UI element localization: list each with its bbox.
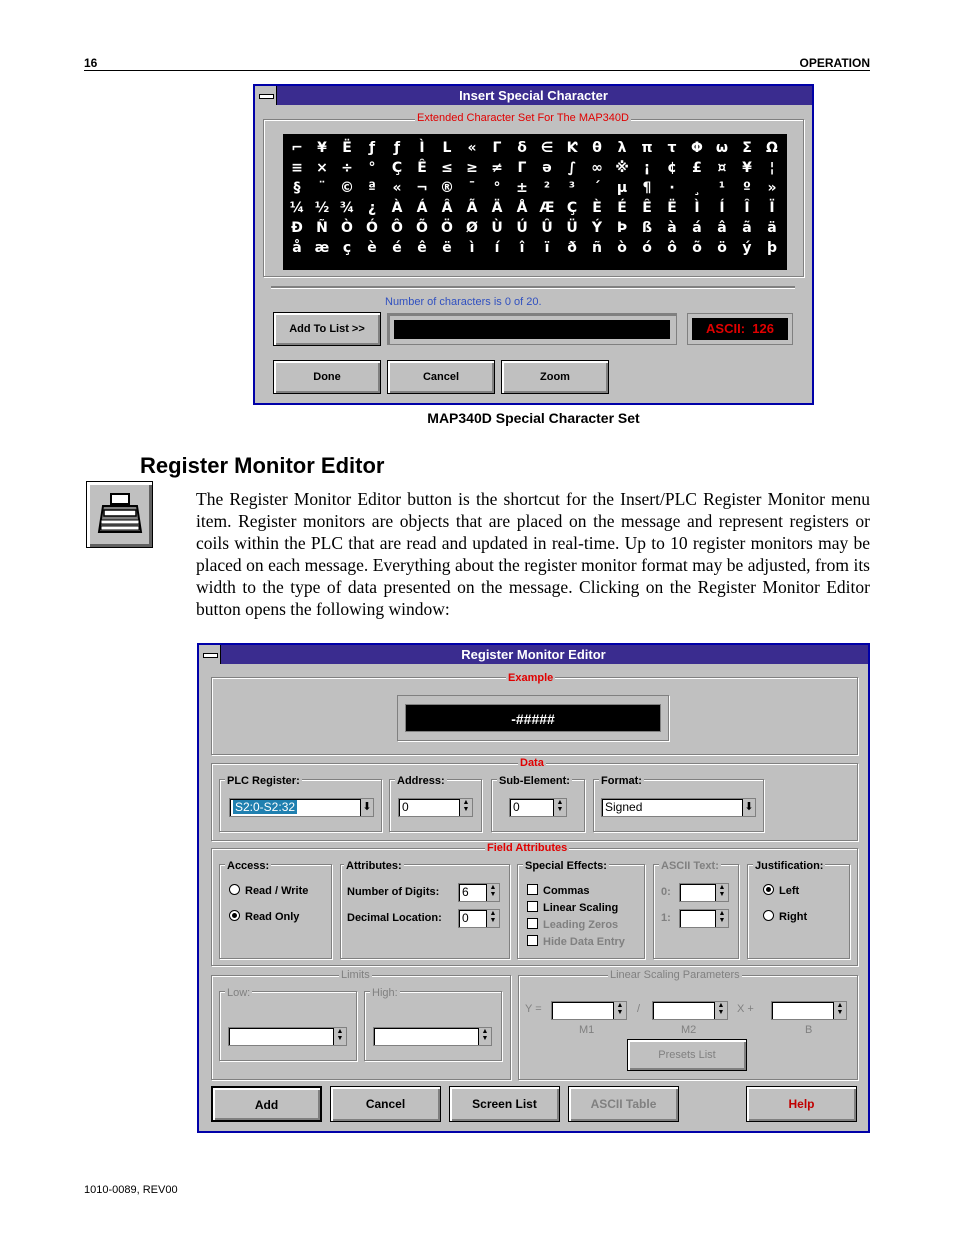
char-cell[interactable]: ì [469,240,475,256]
char-cell[interactable]: ¡ [643,160,651,176]
dialog-title-bar [255,86,812,105]
char-cell[interactable]: Ë [667,200,677,216]
char-cell[interactable]: ó [642,240,652,256]
char-cell[interactable]: Ê [417,160,427,176]
plc-register-value: S2:0-S2:32 [235,800,296,814]
char-cell[interactable]: ¨ [318,180,326,196]
char-cell[interactable]: ≡ [291,160,303,176]
char-cell[interactable]: λ [617,140,627,156]
dialog-title: Insert Special Character [459,88,608,103]
char-cell[interactable]: Ö [441,220,453,236]
ascii-label: ASCII: [706,321,746,336]
section-header: OPERATION [799,56,870,70]
spinner-icon[interactable]: ▲ ▼ [333,1028,346,1045]
char-cell[interactable]: ※ [615,160,629,176]
char-cell[interactable]: Ú [516,220,528,236]
char-cell[interactable]: ² [543,180,551,196]
char-cell[interactable]: ≠ [491,160,503,176]
char-cell[interactable]: ω [715,140,729,156]
char-cell[interactable]: ¿ [367,200,377,216]
linear-scaling-checkbox[interactable]: Linear Scaling [527,901,618,914]
char-cell[interactable]: ¦ [769,160,775,176]
char-count-text: Number of characters is 0 of 20. [385,296,542,308]
example-frame [397,695,669,741]
char-cell[interactable]: Ý [591,220,603,236]
char-cell[interactable]: § [293,180,301,196]
char-cell[interactable]: Ω [766,140,778,156]
char-cell[interactable]: L [442,140,452,156]
char-cell[interactable]: © [340,180,354,196]
char-cell[interactable]: Ü [566,220,578,236]
num-digits-label: Number of Digits: [347,886,440,898]
char-cell[interactable]: ⌐ [291,140,303,156]
char-cell[interactable]: Û [541,220,553,236]
sub-element-label: Sub-Element: [499,775,570,787]
char-cell[interactable]: ¼ [289,200,305,216]
char-cell[interactable]: ê [417,240,427,256]
char-cell[interactable]: þ [766,240,778,256]
char-cell[interactable]: Σ [742,140,752,156]
limits-label: Limits [341,969,370,981]
insert-special-character-dialog [253,84,814,405]
spinner-icon[interactable]: ▲ ▼ [486,884,499,901]
char-cell[interactable]: õ [692,240,702,256]
char-cell[interactable]: Õ [416,220,428,236]
char-cell[interactable]: ∈ [540,140,554,156]
char-cell[interactable]: ´ [593,180,601,196]
read-only-radio[interactable]: Read Only [229,910,299,923]
char-cell[interactable]: é [392,240,402,256]
right-radio[interactable]: Right [763,910,807,923]
char-cell[interactable]: î [519,240,525,256]
decimal-location-value: 0 [462,911,469,925]
separator [271,286,795,289]
add-button[interactable]: Add [211,1086,322,1122]
char-cell[interactable]: Ð [291,220,303,236]
dropdown-arrow-icon[interactable]: ⬇ [360,799,373,816]
char-cell[interactable]: ƒ [368,140,376,156]
char-cell[interactable]: Γ [492,140,502,156]
char-cell[interactable]: θ [592,140,602,156]
char-cell[interactable]: ð [567,240,577,256]
num-digits-value: 6 [462,885,469,899]
char-cell[interactable]: ® [440,180,454,196]
b-label: B [805,1024,813,1036]
high-input[interactable] [373,1027,492,1046]
char-cell[interactable]: ë [442,240,452,256]
char-cell[interactable]: Ì [694,200,700,216]
decimal-location-input[interactable] [458,909,500,928]
char-cell[interactable]: º [743,180,751,196]
char-cell[interactable]: ə [542,160,552,176]
char-cell[interactable]: ƒ [393,140,401,156]
dialog-title: Register Monitor Editor [461,647,606,662]
char-cell[interactable]: Î [744,200,750,216]
char-cell[interactable]: Ò [341,220,353,236]
decimal-location-label: Decimal Location: [347,912,442,924]
ascii-1-label: 1: [661,912,671,924]
char-cell[interactable]: » [767,180,777,196]
char-cell[interactable]: Ï [769,200,775,216]
char-cell[interactable]: ≥ [466,160,478,176]
num-digits-input[interactable] [458,883,500,902]
ascii-text-label: ASCII Text: [661,860,719,872]
char-cell[interactable]: Ñ [316,220,328,236]
field-attributes-label: Field Attributes [487,842,568,854]
spinner-icon[interactable]: ▲ ▼ [459,799,472,816]
sub-element-input[interactable] [509,798,567,817]
access-label: Access: [227,860,270,872]
body-paragraph: The Register Monitor Editor button is the shortcut for the Insert/PLC Register Monitor menu item. Register monitors are objects that are placed on the message and represent registers or coils within the PLC that are read and updated in real-time. Up to 10 register monitors may be placed on each message. Everything about the register monitor format may be adjusted, from its width to the type of data presented on the message. Clicking on the Register Monitor Editor button opens the following window: [196,489,870,619]
char-cell[interactable]: δ [517,140,527,156]
char-cell[interactable]: Á [416,200,428,216]
char-cell[interactable]: ° [493,180,501,196]
low-group [219,991,357,1061]
presets-list-button[interactable]: Presets List [627,1039,747,1071]
char-cell[interactable]: â [717,220,727,236]
char-cell[interactable]: Ç [391,160,403,176]
char-cell[interactable]: Ƙ [566,140,578,156]
char-cell[interactable]: È [592,200,602,216]
format-label: Format: [601,775,642,787]
zoom-button[interactable]: Zoom [501,360,609,394]
section-title: Register Monitor Editor [140,453,385,478]
char-cell[interactable]: Ç [566,200,578,216]
register-monitor-editor-dialog [197,643,870,1133]
dialog-title-bar [199,645,868,664]
ascii-display [692,318,788,340]
character-list-frame [387,313,677,345]
char-cell[interactable]: ß [641,220,653,236]
data-label: Data [520,757,544,769]
char-cell[interactable]: µ [616,180,628,196]
char-cell[interactable]: ¹ [718,180,726,196]
char-cell[interactable]: ∫ [567,160,577,176]
char-cell[interactable]: å [292,240,302,256]
char-cell[interactable]: ³ [568,180,576,196]
left-radio[interactable]: Left [763,884,799,897]
header-rule [84,70,870,71]
char-cell[interactable]: Ë [342,140,352,156]
char-cell[interactable]: Ø [466,220,478,236]
char-cell[interactable]: « [467,140,477,156]
system-menu-icon[interactable] [199,645,221,664]
char-cell[interactable]: ÷ [341,160,353,176]
char-cell[interactable]: Þ [616,220,628,236]
char-cell[interactable]: ¢ [667,160,677,176]
ascii-table-button[interactable]: ASCII Table [568,1086,679,1122]
char-cell[interactable]: Í [719,200,725,216]
spinner-icon[interactable]: ▲ ▼ [833,1002,846,1019]
char-cell[interactable]: ≤ [441,160,453,176]
char-cell[interactable]: ç [342,240,352,256]
char-cell[interactable]: ¤ [717,160,727,176]
divide-label: / [637,1003,641,1015]
char-cell[interactable]: ò [617,240,627,256]
spinner-icon[interactable]: ▲ ▼ [553,799,566,816]
char-cell[interactable]: Ã [466,200,478,216]
char-cell[interactable]: « [392,180,402,196]
attributes-label: Attributes: [346,860,402,872]
example-label: Example [508,672,554,684]
special-effects-label: Special Effects: [525,860,607,872]
char-cell[interactable]: ô [667,240,677,256]
char-cell[interactable]: Â [441,200,453,216]
char-cell[interactable]: Æ [539,200,555,216]
spinner-icon[interactable]: ▲ ▼ [715,884,728,901]
screen-list-button[interactable]: Screen List [449,1086,560,1122]
ascii-display-frame [687,313,793,345]
y-equals-label: Y = [525,1003,542,1015]
cancel-button[interactable]: Cancel [330,1086,441,1122]
char-cell[interactable]: × [316,160,328,176]
char-cell[interactable]: ä [767,220,777,236]
char-cell[interactable]: £ [692,160,702,176]
add-to-list-button[interactable]: Add To List >> [273,312,381,346]
example-display: -##### [405,704,661,732]
done-button[interactable]: Done [273,360,381,394]
spinner-icon[interactable]: ▲ ▼ [486,910,499,927]
ascii-0-label: 0: [661,886,671,898]
m2-label: M2 [681,1024,697,1036]
char-cell[interactable]: ¯ [468,180,476,196]
sub-element-value: 0 [513,800,520,814]
char-cell[interactable]: Ó [366,220,378,236]
char-cell[interactable]: τ [667,140,677,156]
m1-label: M1 [579,1024,595,1036]
help-button[interactable]: Help [746,1086,857,1122]
char-cell[interactable]: Ù [491,220,503,236]
char-cell[interactable]: à [667,220,677,236]
format-select[interactable] [601,798,756,817]
dropdown-arrow-icon[interactable]: ⬇ [742,799,755,816]
figure-caption: MAP340D Special Character Set [427,410,640,426]
spinner-icon[interactable]: ▲ ▼ [613,1002,626,1019]
char-cell[interactable]: É [617,200,627,216]
char-cell[interactable]: ¾ [339,200,355,216]
register-monitor-editor-button-icon [86,481,153,548]
ascii-0-input[interactable] [679,883,729,902]
address-input[interactable] [398,798,473,817]
char-cell[interactable]: ª [368,180,376,196]
cancel-button[interactable]: Cancel [387,360,495,394]
char-cell[interactable]: Å [516,200,528,216]
char-cell[interactable]: ° [368,160,376,176]
plc-register-label: PLC Register: [227,775,300,787]
char-cell[interactable]: ý [742,240,752,256]
read-write-radio[interactable]: Read / Write [229,884,308,897]
plc-register-select[interactable] [229,798,374,817]
char-cell[interactable]: ï [544,240,550,256]
commas-checkbox[interactable]: Commas [527,884,589,897]
ascii-value: 126 [752,321,774,336]
char-cell[interactable]: Ì [419,140,425,156]
high-label: High: [372,987,398,999]
char-cell[interactable]: ¥ [317,140,327,156]
m1-input[interactable] [551,1001,627,1020]
leading-zeros-checkbox[interactable]: Leading Zeros [527,918,618,931]
character-grid[interactable] [283,134,787,270]
document-number: 1010-0089, REV00 [84,1184,178,1196]
m2-input[interactable] [652,1001,728,1020]
char-cell[interactable]: Ô [391,220,403,236]
justification-label: Justification: [755,860,824,872]
char-cell[interactable]: Γ [517,160,527,176]
char-cell[interactable]: · [669,180,675,196]
char-cell[interactable]: ¥ [742,160,752,176]
char-cell[interactable]: Ä [491,200,503,216]
char-cell[interactable]: æ [314,240,330,256]
char-cell[interactable]: ¸ [693,180,701,196]
x-plus-label: X + [737,1003,754,1015]
char-cell[interactable]: ö [717,240,727,256]
char-cell[interactable]: ã [742,220,752,236]
char-cell[interactable]: á [692,220,702,236]
hide-data-entry-checkbox[interactable]: Hide Data Entry [527,935,625,948]
spinner-icon[interactable]: ▲ ▼ [478,1028,491,1045]
system-menu-icon[interactable] [255,86,277,105]
character-list-field[interactable] [394,320,670,339]
page-number: 16 [84,56,98,70]
spinner-icon[interactable]: ▲ ▼ [715,910,728,927]
char-cell[interactable]: ñ [592,240,602,256]
address-label: Address: [397,775,445,787]
address-value: 0 [402,800,409,814]
char-cell[interactable]: ¶ [642,180,652,196]
b-input[interactable] [771,1001,847,1020]
spinner-icon[interactable]: ▲ ▼ [714,1002,727,1019]
char-cell[interactable]: Φ [691,140,703,156]
char-cell[interactable]: ½ [314,200,330,216]
char-cell[interactable]: Ê [642,200,652,216]
char-cell[interactable]: è [367,240,377,256]
high-group [364,991,502,1061]
extended-charset-label: Extended Character Set For The MAP340D [417,112,629,124]
typewriter-icon [87,482,154,549]
char-cell[interactable]: ∞ [591,160,603,176]
char-cell[interactable]: À [391,200,403,216]
char-cell[interactable]: ¬ [416,180,428,196]
low-label: Low: [227,987,251,999]
char-cell[interactable]: ± [516,180,528,196]
format-value: Signed [605,800,643,814]
char-cell[interactable]: í [494,240,500,256]
ascii-1-input[interactable] [679,909,729,928]
low-input[interactable] [228,1027,347,1046]
linear-scaling-params-label: Linear Scaling Parameters [610,969,740,981]
char-cell[interactable]: π [641,140,653,156]
